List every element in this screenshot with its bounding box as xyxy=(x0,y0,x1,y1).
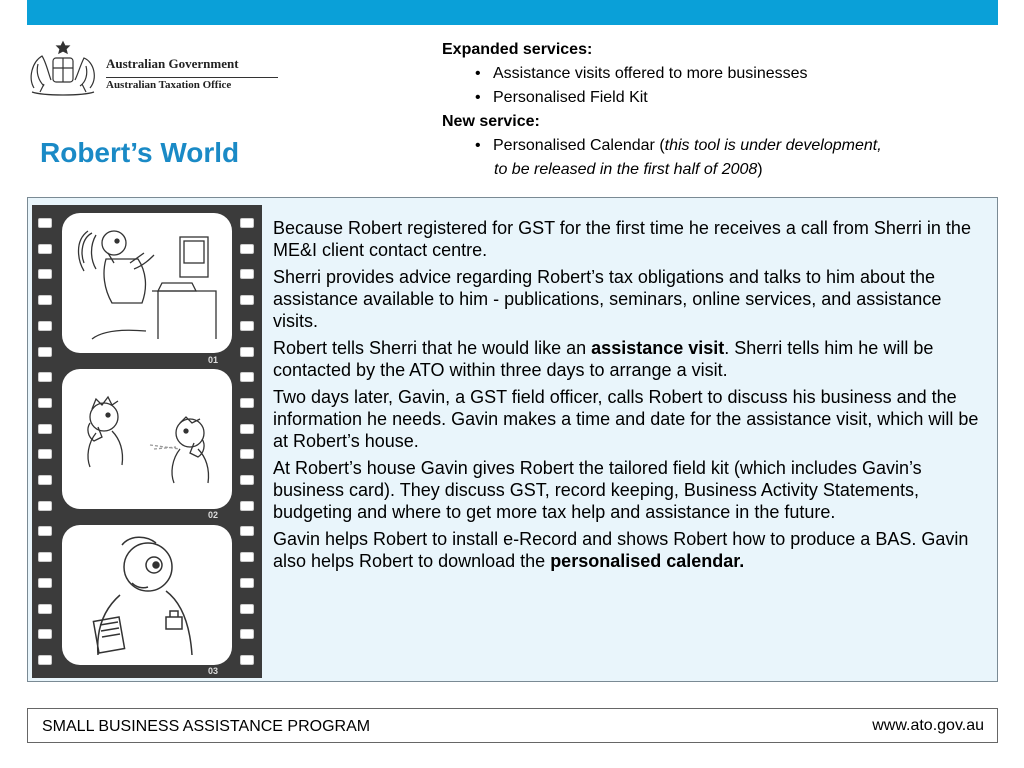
sprocket-hole xyxy=(240,347,254,357)
new-service-label: Personalised Calendar ( xyxy=(493,137,665,154)
new-service-item xyxy=(442,134,1002,158)
two-people-phone-call-icon xyxy=(62,369,232,509)
new-service-close-paren: ) xyxy=(757,161,763,178)
personalised-calendar-emphasis: personalised calendar. xyxy=(550,551,745,571)
sprocket-hole xyxy=(38,347,52,357)
sprocket-hole xyxy=(38,604,52,614)
logo-government-text: Australian Government xyxy=(106,56,239,71)
sprocket-hole xyxy=(38,552,52,562)
expanded-services-heading: Expanded services: xyxy=(442,41,593,58)
frame-number: 03 xyxy=(208,666,219,676)
sprocket-hole xyxy=(240,552,254,562)
story-text-run: Gavin helps Robert to install e-Record and shows Robert how to produce a BAS. Gavin also helps Robert to download the xyxy=(273,529,969,571)
page-title: Robert’s World xyxy=(40,137,240,168)
sprocket-hole xyxy=(240,655,254,665)
sprocket-hole xyxy=(240,475,254,485)
story-text-run: Robert tells Sherri that he would like an xyxy=(273,338,592,358)
filmstrip xyxy=(32,205,262,678)
sprocket-hole xyxy=(240,218,254,228)
sprocket-hole xyxy=(38,449,52,459)
sprocket-hole xyxy=(240,295,254,305)
sprocket-hole xyxy=(38,244,52,254)
sprocket-hole xyxy=(240,321,254,331)
top-accent-bar xyxy=(27,0,998,25)
story-text xyxy=(273,217,985,577)
sprocket-hole xyxy=(38,526,52,536)
sprocket-hole xyxy=(38,372,52,382)
sprocket-hole xyxy=(240,372,254,382)
sprocket-hole xyxy=(38,655,52,665)
expanded-service-item: • Personalised Field Kit xyxy=(442,86,1002,110)
frame-number: 02 xyxy=(208,510,219,520)
new-service-item-continued xyxy=(442,158,1002,182)
coat-of-arms-icon xyxy=(24,38,102,100)
sprocket-hole xyxy=(240,629,254,639)
expanded-service-item: • Assistance visits offered to more businesses xyxy=(442,62,1002,86)
sprocket-hole xyxy=(38,398,52,408)
footer-website: www.ato.gov.au xyxy=(872,717,984,734)
story-paragraph: At Robert’s house Gavin gives Robert the tailored field kit (which includes Gavin’s business card). They discuss GST, record keeping, Business Activity Statements, budgeting and where to get more tax help and assistance in the future. xyxy=(273,458,922,522)
logo-ato-text: Australian Taxation Office xyxy=(106,79,232,91)
sprocket-hole xyxy=(240,449,254,459)
story-paragraph xyxy=(273,528,985,572)
sprocket-hole xyxy=(38,424,52,434)
sprocket-hole xyxy=(240,424,254,434)
sprocket-hole xyxy=(240,398,254,408)
frame-woman-on-phone xyxy=(62,213,232,353)
story-paragraph xyxy=(273,337,985,381)
frame-phone-call xyxy=(62,369,232,509)
story-paragraph: Sherri provides advice regarding Robert’s tax obligations and talks to him about the assistance available to him - publications, seminars, online services, and assistance visits. xyxy=(273,267,942,331)
sprocket-hole xyxy=(240,501,254,511)
frame-number: 01 xyxy=(208,355,219,365)
sprocket-hole xyxy=(240,604,254,614)
sprocket-hole xyxy=(38,269,52,279)
sprocket-hole xyxy=(38,321,52,331)
sprocket-hole xyxy=(38,295,52,305)
assistance-visit-emphasis: assistance visit xyxy=(591,338,725,358)
footer-program-name: SMALL BUSINESS ASSISTANCE PROGRAM xyxy=(42,718,371,735)
sprocket-hole xyxy=(38,218,52,228)
sprocket-hole xyxy=(38,578,52,588)
new-service-note: this tool is under development, xyxy=(664,137,882,154)
new-service-heading: New service: xyxy=(442,113,540,130)
sprocket-hole xyxy=(240,269,254,279)
sprocket-hole xyxy=(38,501,52,511)
services-summary xyxy=(442,38,1002,182)
woman-at-computer-on-phone-icon xyxy=(62,213,232,353)
sprocket-hole xyxy=(240,578,254,588)
logo-divider xyxy=(106,77,278,78)
sprocket-hole xyxy=(38,475,52,485)
new-service-note-continued: to be released in the first half of 2008 xyxy=(494,161,758,178)
sprocket-hole xyxy=(38,629,52,639)
story-paragraph: Because Robert registered for GST for the first time he receives a call from Sherri in the ME&I client contact centre. xyxy=(273,218,971,260)
frame-man-notepad xyxy=(62,525,232,665)
sprocket-hole xyxy=(240,244,254,254)
ato-logo xyxy=(24,38,264,100)
man-with-notepad-icon xyxy=(62,525,232,665)
sprocket-hole xyxy=(240,526,254,536)
story-paragraph: Two days later, Gavin, a GST field officer, calls Robert to discuss his business and the information he needs. Gavin makes a time and date for the assistance visit, which will be at Robert’s house. xyxy=(273,387,979,451)
footer xyxy=(27,708,998,743)
story-text-run: . Sherri tells him he will be contacted by the ATO within three days to arrange a visit. xyxy=(273,338,934,380)
